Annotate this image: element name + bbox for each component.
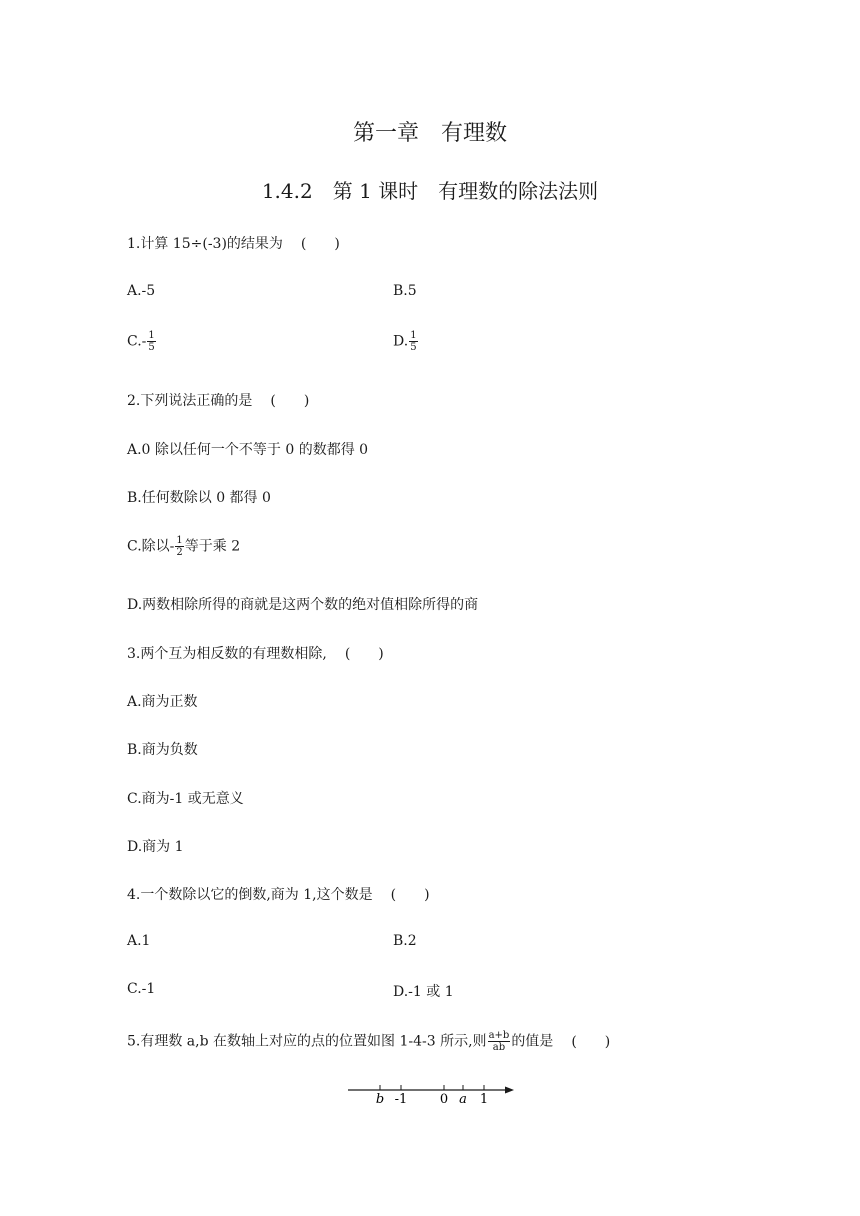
q2-option-c-prefix: C.除以- <box>127 538 175 555</box>
q2-option-c <box>127 535 240 558</box>
arrow-head-icon <box>505 1087 514 1094</box>
fraction <box>147 330 155 353</box>
question-2-text: 2.下列说法正确的是 <box>127 393 253 409</box>
q3-option-b: B.商为负数 <box>127 742 198 758</box>
number-line-figure <box>340 1078 520 1108</box>
fraction-numerator: 1 <box>148 330 155 341</box>
label-b: b <box>375 1092 385 1107</box>
label-a: a <box>459 1092 467 1107</box>
q2-option-a: A.0 除以任何一个不等于 0 的数都得 0 <box>127 442 369 458</box>
q4-option-c: C.-1 <box>127 981 156 997</box>
answer-paren: ( ) <box>344 646 384 662</box>
q4-option-d: D.-1 或 1 <box>393 984 454 1000</box>
question-2-stem <box>127 390 309 410</box>
q2-option-d: D.两数相除所得的商就是这两个数的绝对值相除所得的商 <box>127 597 479 613</box>
fraction-numerator: 1 <box>176 535 183 546</box>
q1-option-d-prefix: D. <box>393 333 409 350</box>
label-neg1: -1 <box>394 1092 408 1107</box>
question-1-text: 1.计算 15÷(-3)的结果为 <box>127 236 283 252</box>
question-3-text: 3.两个互为相反数的有理数相除, <box>127 646 327 662</box>
q1-option-b: B.5 <box>393 283 417 299</box>
q4-option-a: A.1 <box>127 933 151 949</box>
q3-option-d: D.商为 1 <box>127 839 184 855</box>
answer-paren: ( ) <box>270 393 310 409</box>
q1-option-c <box>127 330 157 353</box>
fraction <box>488 1030 511 1053</box>
q2-option-b: B.任何数除以 0 都得 0 <box>127 490 271 506</box>
label-zero: 0 <box>439 1092 449 1107</box>
chapter-title: 第一章 有理数 <box>352 121 507 146</box>
q3-option-a: A.商为正数 <box>127 694 198 710</box>
q4-option-b: B.2 <box>393 933 417 949</box>
answer-paren: ( ) <box>390 887 430 903</box>
q1-option-d <box>393 330 419 353</box>
answer-paren: ( ) <box>571 1033 611 1050</box>
fraction-denominator: 2 <box>176 547 183 558</box>
question-1-stem <box>127 233 340 253</box>
fraction-denominator: 5 <box>148 342 155 353</box>
question-4-text: 4.一个数除以它的倒数,商为 1,这个数是 <box>127 887 373 903</box>
question-5-text: 5.有理数 a,b 在数轴上对应的点的位置如图 1-4-3 所示,则 <box>127 1033 487 1050</box>
fraction-numerator: 1 <box>410 330 417 341</box>
fraction-numerator: a+b <box>488 1030 510 1041</box>
q3-option-c: C.商为-1 或无意义 <box>127 791 244 807</box>
question-5-suffix: 的值是 <box>511 1033 554 1050</box>
question-4-stem <box>127 884 430 904</box>
fraction-denominator: ab <box>492 1042 506 1053</box>
fraction <box>409 330 417 353</box>
fraction <box>175 535 183 558</box>
answer-paren: ( ) <box>300 236 340 252</box>
fraction-denominator: 5 <box>410 342 417 353</box>
question-3-stem <box>127 643 384 663</box>
lesson-title: 1.4.2 第 1 课时 有理数的除法法则 <box>261 179 599 203</box>
question-5-stem <box>127 1030 610 1053</box>
q1-option-a: A.-5 <box>127 283 156 299</box>
label-one: 1 <box>479 1092 489 1107</box>
q1-option-c-prefix: C.- <box>127 333 147 350</box>
q2-option-c-suffix: 等于乘 2 <box>184 538 241 555</box>
